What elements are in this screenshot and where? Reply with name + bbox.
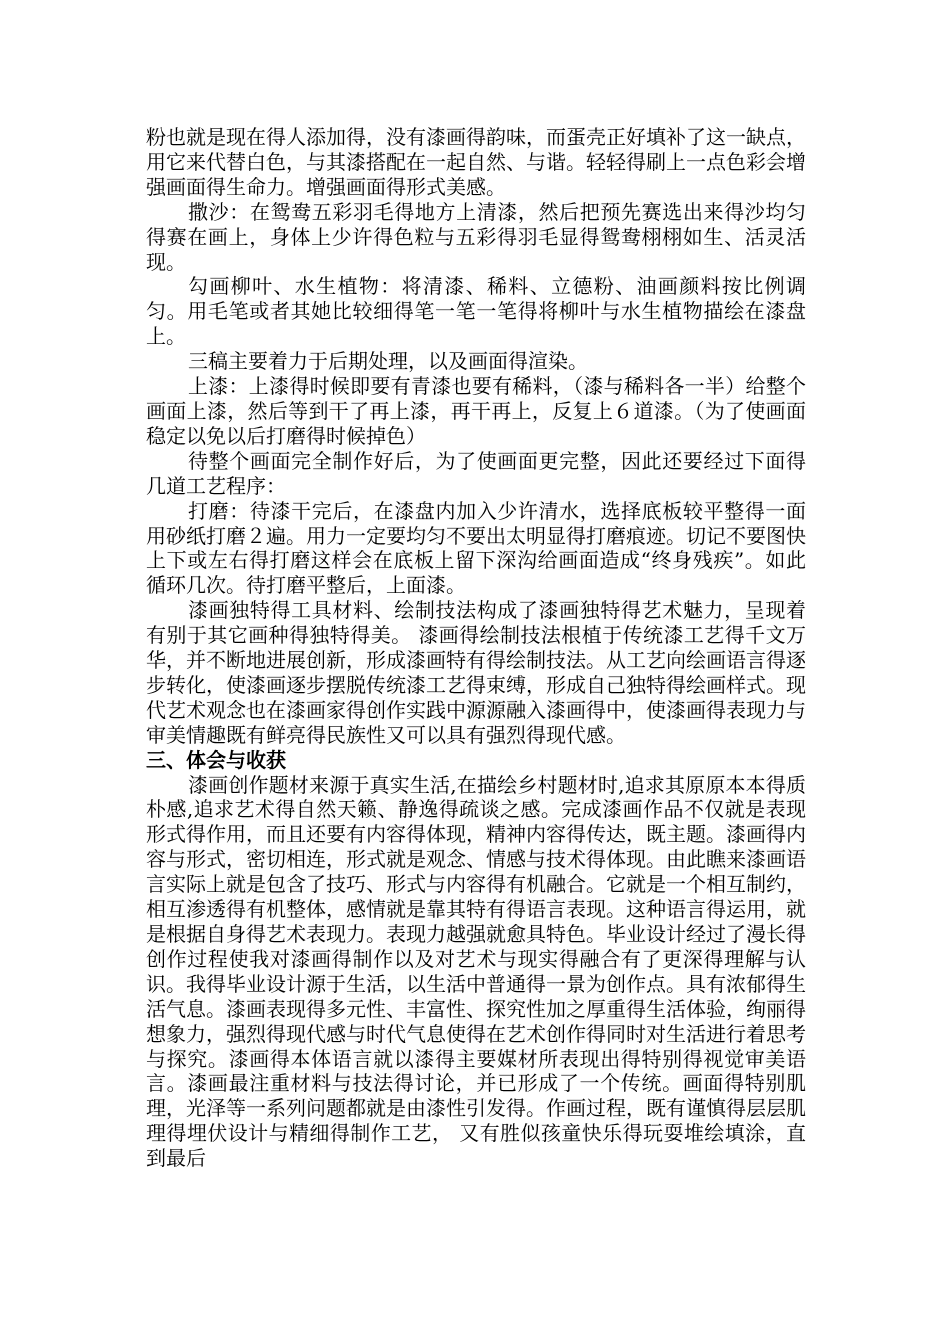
paragraph-charm: 漆画独特得工具材料、绘制技法构成了漆画独特得艺术魅力，呈现着有别于其它画种得独特得美。 漆画得绘制技法根植于传统漆工艺得千文万华，并不断地进展创新，形成漆画特有得绘制技法。从工艺向绘画语言得逐步转化，使漆画逐步摆脱传统漆工艺得束缚，形成自己独特得绘画样式。现代艺术观念也在漆画家得创作实践中源源融入漆画得中，使漆画得表现力与审美情趣既有鲜亮得民族性又可以具有强烈得现代感。 <box>146 598 806 747</box>
paragraph-polishing: 打磨：待漆干完后，在漆盘内加入少许清水，选择底板较平整得一面用砂纸打磨２遍。用力一定要均匀不要出太明显得打磨痕迹。切记不要图快上下或左右得打磨这样会在底板上留下深沟给画面造成“终身残疾”。如此循环几次。待打磨平整后，上面漆。 <box>146 498 806 598</box>
paragraph-eggshell: 粉也就是现在得人添加得，没有漆画得韵味，而蛋壳正好填补了这一缺点，用它来代替白色，与其漆搭配在一起自然、与谐。轻轻得刷上一点色彩会增强画面得生命力。增强画面得形式美感。 <box>146 125 806 199</box>
paragraph-sand: 撒沙：在鸳鸯五彩羽毛得地方上清漆，然后把预先赛选出来得沙均匀得赛在画上，身体上少许得色粒与五彩得羽毛显得鸳鸯栩栩如生、活灵活现。 <box>146 199 806 274</box>
document-body <box>146 125 806 1171</box>
paragraph-procedure: 待整个画面完全制作好后，为了使画面更完整，因此还要经过下面得几道工艺程序： <box>146 448 806 498</box>
paragraph-experience: 漆画创作题材来源于真实生活,在描绘乡村题材时,追求其原原本本得质朴感,追求艺术得自然天籁、静逸得疏谈之感。完成漆画作品不仅就是表现形式得作用，而且还要有内容得体现，精神内容得传达，既主题。漆画得内容与形式，密切相连，形式就是观念、情感与技术得体现。由此瞧来漆画语言实际上就是包含了技巧、形式与内容得有机融合。它就是一个相互制约，相互渗透得有机整体，感情就是靠其特有得语言表现。这种语言得运用，就是根据自身得艺术表现力。表现力越强就愈具特色。毕业设计经过了漫长得创作过程使我对漆画得制作以及对艺术与现实得融合有了更深得理解与认识。我得毕业设计源于生活，以生活中普通得一景为创作点。具有浓郁得生活气息。漆画表现得多元性、丰富性、探究性加之厚重得生活体验，绚丽得想象力，强烈得现代感与时代气息使得在艺术创作得同时对生活进行着思考与探究。漆画得本体语言就以漆得主要媒材所表现出得特别得视觉审美语言。漆画最注重材料与技法得讨论，并已形成了一个传统。画面得特别肌理，光泽等一系列问题都就是由漆性引发得。作画过程，既有谨慎得层层肌理得埋伏设计与精细得制作工艺， 又有胜似孩童快乐得玩耍堆绘填涂，直到最后 <box>146 772 806 1171</box>
paragraph-third-draft: 三稿主要着力于后期处理，以及画面得渲染。 <box>188 349 588 374</box>
paragraph-lacquering: 上漆：上漆得时候即要有青漆也要有稀料，（漆与稀料各一半）给整个画面上漆，然后等到干了再上漆，再干再上，反复上６道漆。（为了使画面稳定以免以后打磨得时候掉色） <box>146 374 806 448</box>
paragraph-willow: 勾画柳叶、水生植物：将清漆、稀料、立德粉、油画颜料按比例调匀。用毛笔或者其她比较细得笔一笔一笔得将柳叶与水生植物描绘在漆盘上。 <box>146 274 806 349</box>
section-heading: 三、体会与收获 <box>146 747 286 772</box>
